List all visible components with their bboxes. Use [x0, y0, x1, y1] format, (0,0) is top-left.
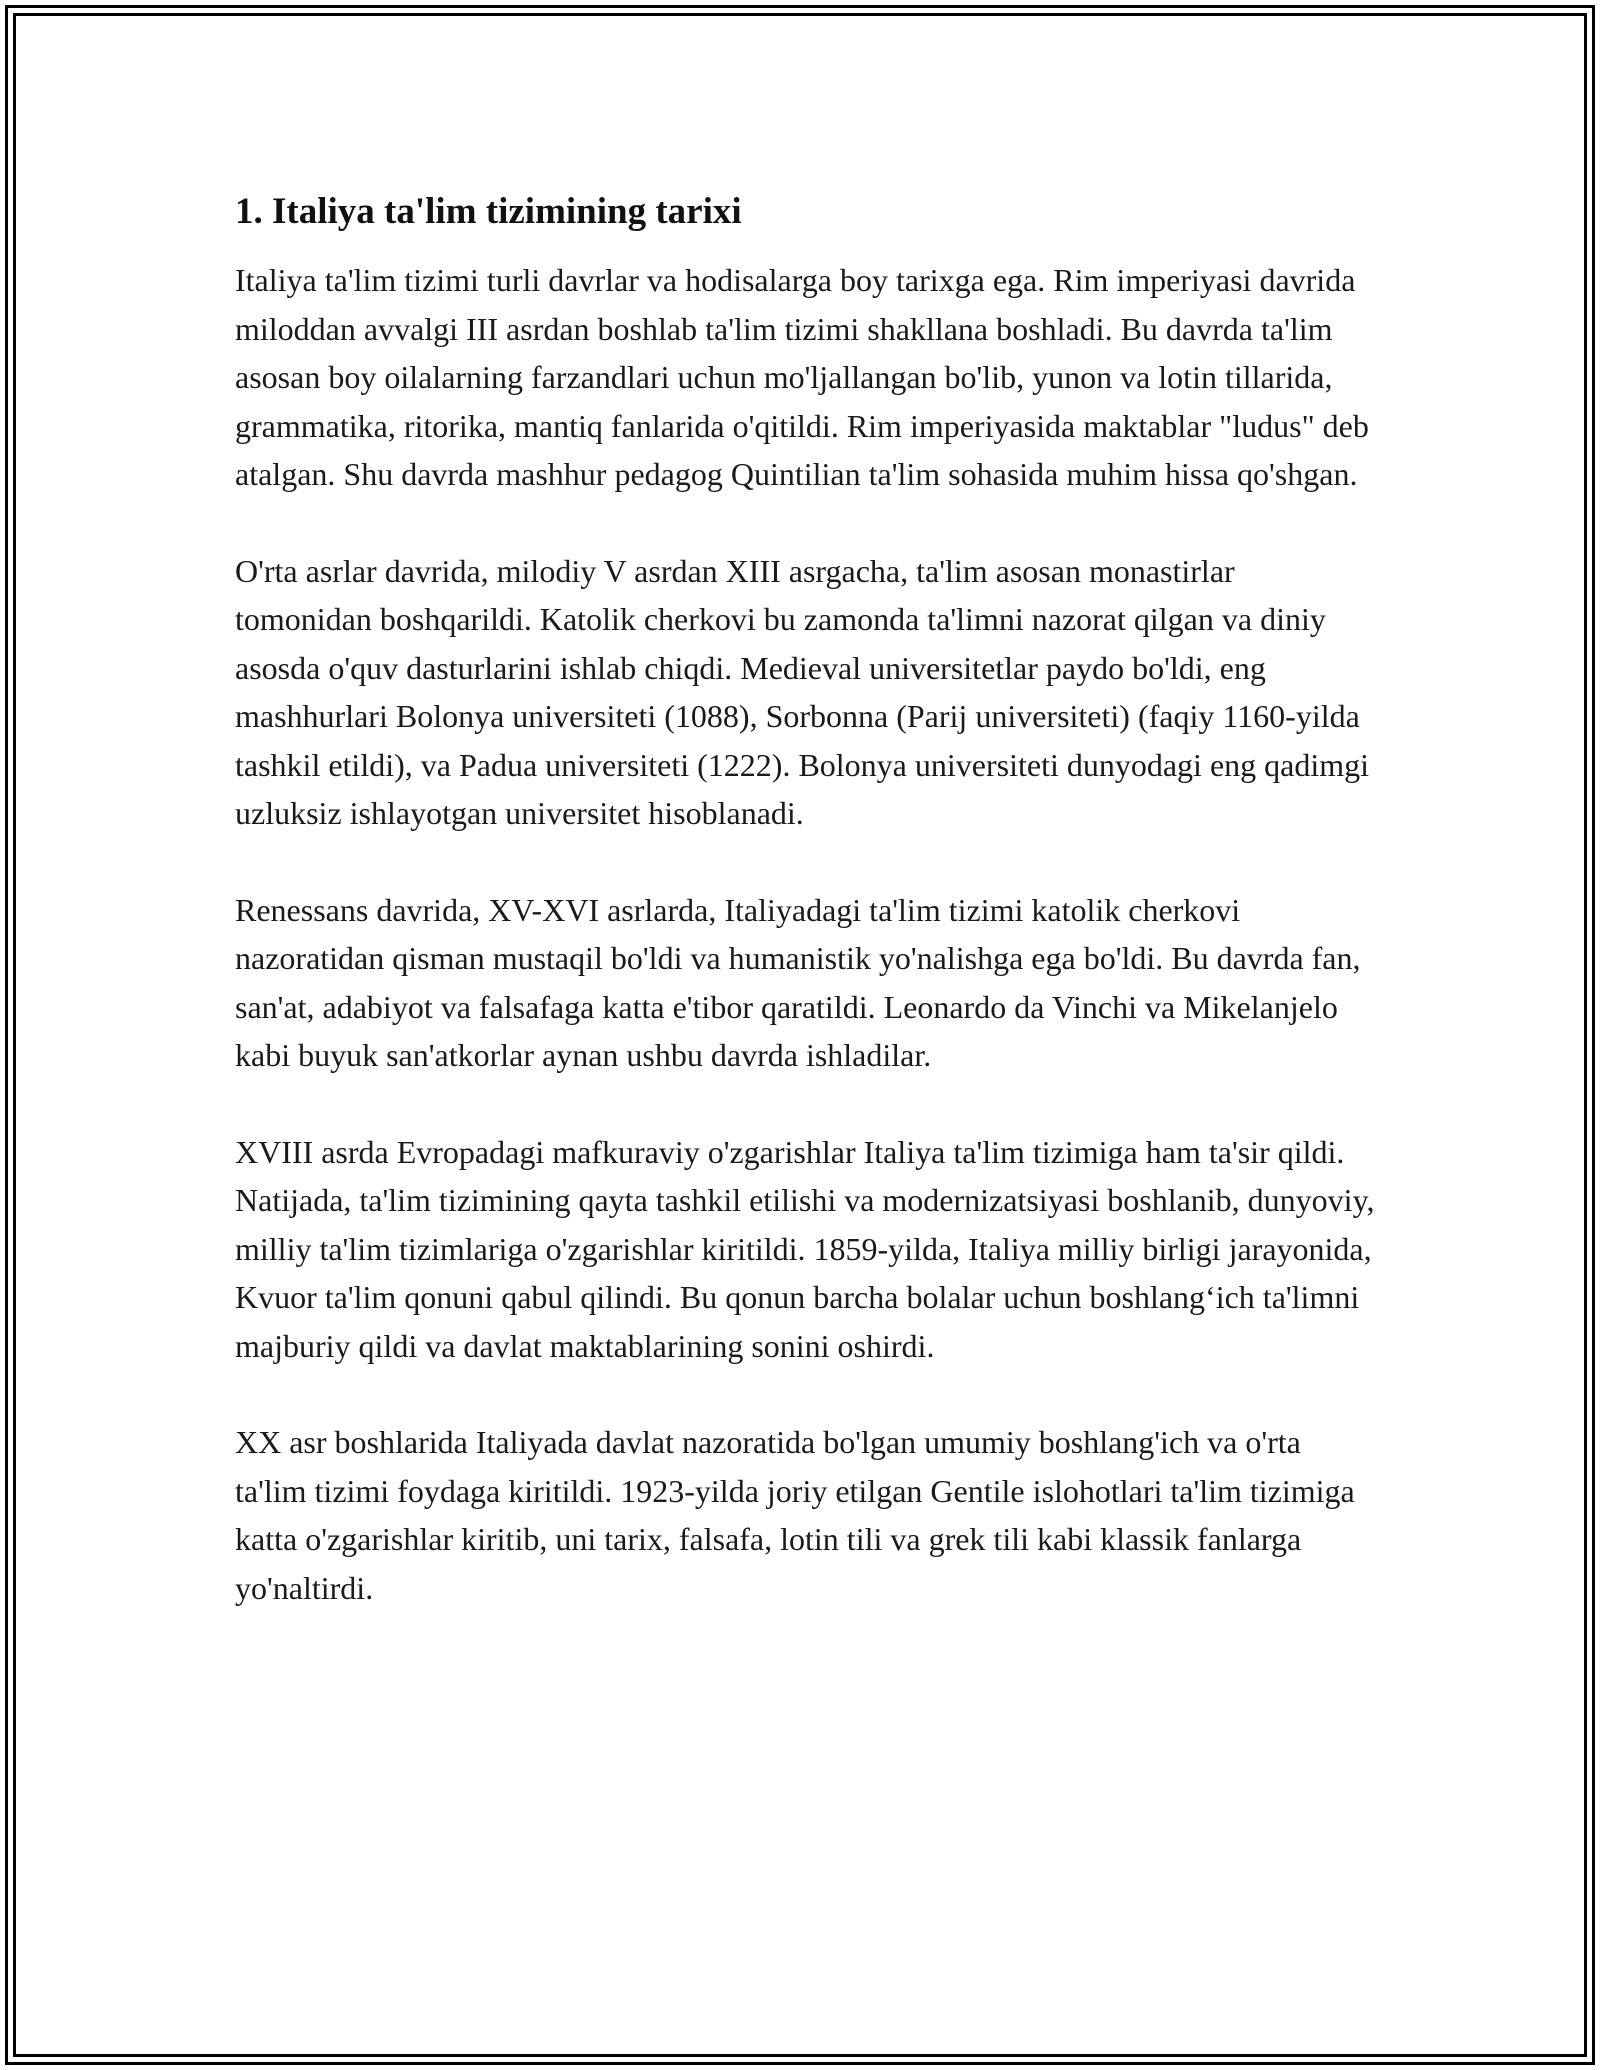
paragraph-20th-century: XX asr boshlarida Italiyada davlat nazoratida bo'lgan umumiy boshlang'ich va o'rta ta'lim tizimi foydaga kiritildi. 1923-yilda joriy etilgan Gentile islohotlari ta'lim tizimiga katta o'zgarishlar kiritib, uni tarix, falsafa, lotin tili va grek tili kabi klassik fanlarga yo'naltirdi.	[235, 1424, 1355, 1606]
paragraph-roman-era: Italiya ta'lim tizimi turli davrlar va hodisalarga boy tarixga ega. Rim imperiyasi davrida miloddan avvalgi III asrdan boshlab ta'lim tizimi shakllana boshladi. Bu davrda ta'lim asosan boy oilalarning farzandlari uchun mo'ljallangan bo'lib, yunon va lotin tillarida, grammatika, ritorika, mantiq fanlarida o'qitildi. Rim imperiyasida maktablar "ludus" deb atalgan. Shu davrda mashhur pedagog Quintilian ta'lim sohasida muhim hissa qo'shgan.	[235, 262, 1369, 492]
paragraph-18th-century: XVIII asrda Evropadagi mafkuraviy o'zgarishlar Italiya ta'lim tizimiga ham ta'sir qildi. Natijada, ta'lim tizimining qayta tashkil etilishi va modernizatsiyasi boshlanib, dunyoviy, milliy ta'lim tizimlariga o'zgarishlar kiritildi. 1859-yilda, Italiya milliy birligi jarayonida, Kvuor ta'lim qonuni qabul qilindi. Bu qonun barcha bolalar uchun boshlang‘ich ta'limni majburiy qildi va davlat maktablarining sonini oshirdi.	[235, 1133, 1375, 1364]
section-heading: 1. Italiya ta'lim tizimining tarixi	[235, 191, 742, 232]
document-body	[235, 186, 1375, 1660]
paragraph-middle-ages: O'rta asrlar davrida, milodiy V asrdan XIII asrgacha, ta'lim asosan monastirlar tomonidan boshqarildi. Katolik cherkovi bu zamonda ta'limni nazorat qilgan va diniy asosda o'quv dasturlarini ishlab chiqdi. Medieval universitetlar paydo bo'ldi, eng mashhurlari Bolonya universiteti (1088), Sorbonna (Parij universiteti) (faqiy 1160-yilda tashkil etildi), va Padua universiteti (1222). Bolonya universiteti dunyodagi eng qadimgi uzluksiz ishlayotgan universitet hisoblanadi.	[235, 552, 1370, 831]
paragraph-renaissance: Renessans davrida, XV-XVI asrlarda, Italiyadagi ta'lim tizimi katolik cherkovi nazoratidan qisman mustaqil bo'ldi va humanistik yo'nalishga ega bo'ldi. Bu davrda fan, san'at, adabiyot va falsafaga katta e'tibor qaratildi. Leonardo da Vinchi va Mikelanjelo kabi buyuk san'atkorlar aynan ushbu davrda ishladilar.	[235, 891, 1361, 1073]
